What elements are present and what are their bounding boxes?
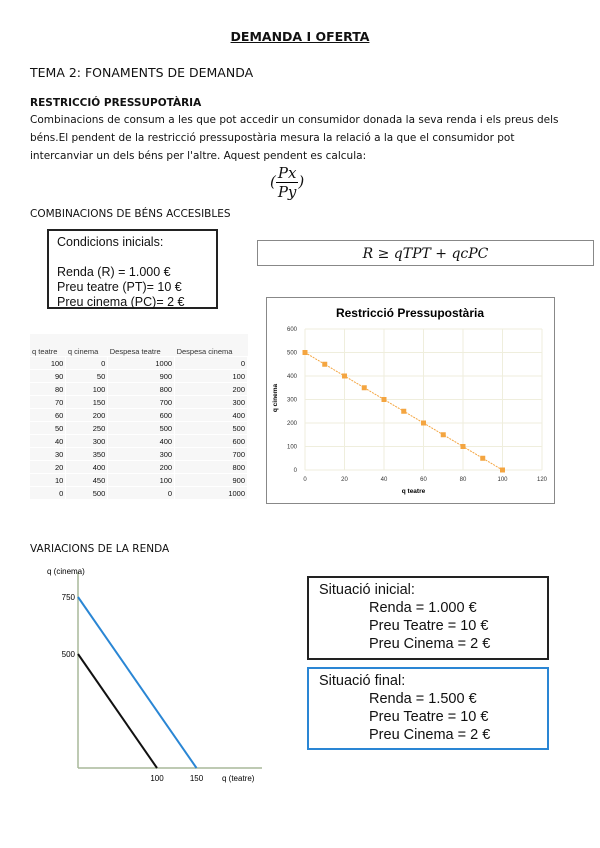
data-point xyxy=(480,456,485,461)
table-cell: 500 xyxy=(175,422,248,435)
data-point xyxy=(362,385,367,390)
data-point xyxy=(303,350,308,355)
x-tick-label: 100 xyxy=(150,774,164,783)
initial-line: Preu Teatre = 10 € xyxy=(369,618,489,634)
restriction-paragraph: Combinacions de consum a les que pot accedir un consumidor donada la seva renda i els preus dels béns.El pendent de la restricció pressupostària mesura la relació a la que el consumidor pot intercanviar un dels béns per l'altre. Aquest pendent es calcula: xyxy=(30,114,559,162)
table-cell: 300 xyxy=(108,448,175,461)
x-tick-label: 120 xyxy=(536,477,548,483)
condition-cinema-price: Preu cinema (PC)= 2 € xyxy=(57,295,185,309)
y-axis-label: q (cinema) xyxy=(47,567,85,576)
y-axis-label: q cinema xyxy=(272,383,279,413)
x-tick-label: 100 xyxy=(497,477,508,483)
table-cell: 700 xyxy=(108,396,175,409)
y-tick-label: 750 xyxy=(61,593,75,602)
table-cell: 300 xyxy=(66,435,108,448)
condition-theatre-price: Preu teatre (PT)= 10 € xyxy=(57,280,182,294)
data-point xyxy=(500,468,505,473)
initial-line: Preu Cinema = 2 € xyxy=(369,636,491,652)
table-cell: 100 xyxy=(175,370,248,383)
table-row xyxy=(30,409,248,422)
x-tick-label: 20 xyxy=(341,477,348,483)
data-point xyxy=(421,421,426,426)
data-point xyxy=(342,374,347,379)
data-point xyxy=(461,444,466,449)
data-point xyxy=(441,432,446,437)
topic-heading: TEMA 2: FONAMENTS DE DEMANDA xyxy=(30,65,254,80)
table-cell: 0 xyxy=(30,487,66,500)
table-cell: 20 xyxy=(30,461,66,474)
y-tick-label: 200 xyxy=(286,421,297,427)
table-cell: 700 xyxy=(175,448,248,461)
table-cell: 450 xyxy=(66,474,108,487)
table-cell: 100 xyxy=(66,383,108,396)
y-tick-label: 400 xyxy=(286,374,297,380)
data-point xyxy=(322,362,327,367)
condition-income: Renda (R) = 1.000 € xyxy=(57,265,171,279)
table-cell: 800 xyxy=(175,461,248,474)
formula-denominator: Py xyxy=(277,183,297,201)
table-cell: 0 xyxy=(108,487,175,500)
x-tick-label: 0 xyxy=(303,477,307,483)
combinations-table xyxy=(30,334,248,500)
table-row xyxy=(30,396,248,409)
x-axis-label: q teatre xyxy=(401,488,426,495)
table-cell: 50 xyxy=(30,422,66,435)
table-row xyxy=(30,461,248,474)
initial-situation-box xyxy=(307,576,549,660)
y-tick-label: 500 xyxy=(286,350,297,357)
table-row xyxy=(30,474,248,487)
slope-formula: ( $\frac{Px}{Py}$ ) xyxy=(270,164,305,201)
section-heading-combinations: COMBINACIONS DE BÉNS ACCESIBLES xyxy=(30,208,231,220)
table-cell: 500 xyxy=(108,422,175,435)
table-cell: 600 xyxy=(175,435,248,448)
table-row xyxy=(30,448,248,461)
initial-title: Situació inicial: xyxy=(319,582,415,598)
table-cell: 400 xyxy=(66,461,108,474)
table-cell: 800 xyxy=(108,383,175,396)
table-cell: 100 xyxy=(30,357,66,370)
table-cell: 600 xyxy=(108,409,175,422)
data-point xyxy=(401,409,406,414)
budget-chart xyxy=(266,297,555,504)
y-tick-label: 500 xyxy=(61,650,75,659)
table-cell: 80 xyxy=(30,383,66,396)
table-cell: 200 xyxy=(175,383,248,396)
conditions-title: Condicions inicials: xyxy=(57,235,164,249)
table-cell: 10 xyxy=(30,474,66,487)
initial-conditions-box xyxy=(47,229,218,309)
table-cell: 200 xyxy=(66,409,108,422)
y-tick-label: 100 xyxy=(286,444,297,451)
y-tick-label: 600 xyxy=(286,327,297,333)
x-tick-label: 150 xyxy=(189,774,204,783)
table-row xyxy=(30,370,248,383)
y-tick-label: 0 xyxy=(293,468,297,474)
x-tick-label: 40 xyxy=(380,477,388,483)
table-row xyxy=(30,435,248,448)
section-heading-restriction: RESTRICCIÓ PRESSUPOTÀRIA xyxy=(30,97,202,109)
table-cell: 300 xyxy=(175,396,248,409)
y-tick-label: 300 xyxy=(286,397,297,404)
table-cell: 200 xyxy=(108,461,175,474)
table-cell: 50 xyxy=(66,370,108,383)
income-variation-chart xyxy=(30,560,290,790)
final-line: Renda = 1.500 € xyxy=(369,691,477,707)
table-header xyxy=(30,334,248,357)
final-line: Preu Teatre = 10 € xyxy=(369,709,489,725)
formula-numerator: Px xyxy=(277,164,297,182)
table-cell: 150 xyxy=(66,396,108,409)
table-cell: 900 xyxy=(108,370,175,383)
table-cell: 350 xyxy=(66,448,108,461)
budget-line-inicial xyxy=(78,654,157,768)
table-row xyxy=(30,487,248,500)
final-title: Situació final: xyxy=(319,673,406,689)
table-cell: 1000 xyxy=(108,357,175,370)
initial-line: Renda = 1.000 € xyxy=(369,600,477,616)
table-cell: 0 xyxy=(66,357,108,370)
table-cell: 900 xyxy=(175,474,248,487)
x-tick-label: 60 xyxy=(420,477,427,483)
table-row xyxy=(30,383,248,396)
column-header: q cinema xyxy=(66,334,108,357)
table-cell: 400 xyxy=(175,409,248,422)
table-row xyxy=(30,357,248,370)
budget-inequality: R ≥ qTPT + qcPC xyxy=(257,240,594,266)
section-heading-income: VARIACIONS DE LA RENDA xyxy=(30,543,170,555)
table-cell: 30 xyxy=(30,448,66,461)
table-cell: 1000 xyxy=(175,487,248,500)
table-cell: 60 xyxy=(30,409,66,422)
final-situation-box xyxy=(307,667,549,750)
table-cell: 100 xyxy=(108,474,175,487)
table-cell: 250 xyxy=(66,422,108,435)
table-row xyxy=(30,422,248,435)
budget-line-final xyxy=(78,597,197,768)
data-point xyxy=(382,397,387,402)
column-header: Despesa cinema xyxy=(175,334,248,357)
table-cell: 90 xyxy=(30,370,66,383)
chart-title: Restricció Pressupostària xyxy=(335,306,485,320)
budget-chart-svg xyxy=(267,298,554,503)
document-title: DEMANDA I OFERTA xyxy=(230,29,370,44)
column-header: Despesa teatre xyxy=(108,334,175,357)
table-cell: 500 xyxy=(66,487,108,500)
table-cell: 70 xyxy=(30,396,66,409)
final-line: Preu Cinema = 2 € xyxy=(369,727,491,743)
x-axis-label: q (teatre) xyxy=(222,774,255,783)
table-cell: 400 xyxy=(108,435,175,448)
x-tick-label: 80 xyxy=(459,477,467,483)
column-header: q teatre xyxy=(30,334,66,357)
table-cell: 40 xyxy=(30,435,66,448)
table-cell: 0 xyxy=(175,357,248,370)
